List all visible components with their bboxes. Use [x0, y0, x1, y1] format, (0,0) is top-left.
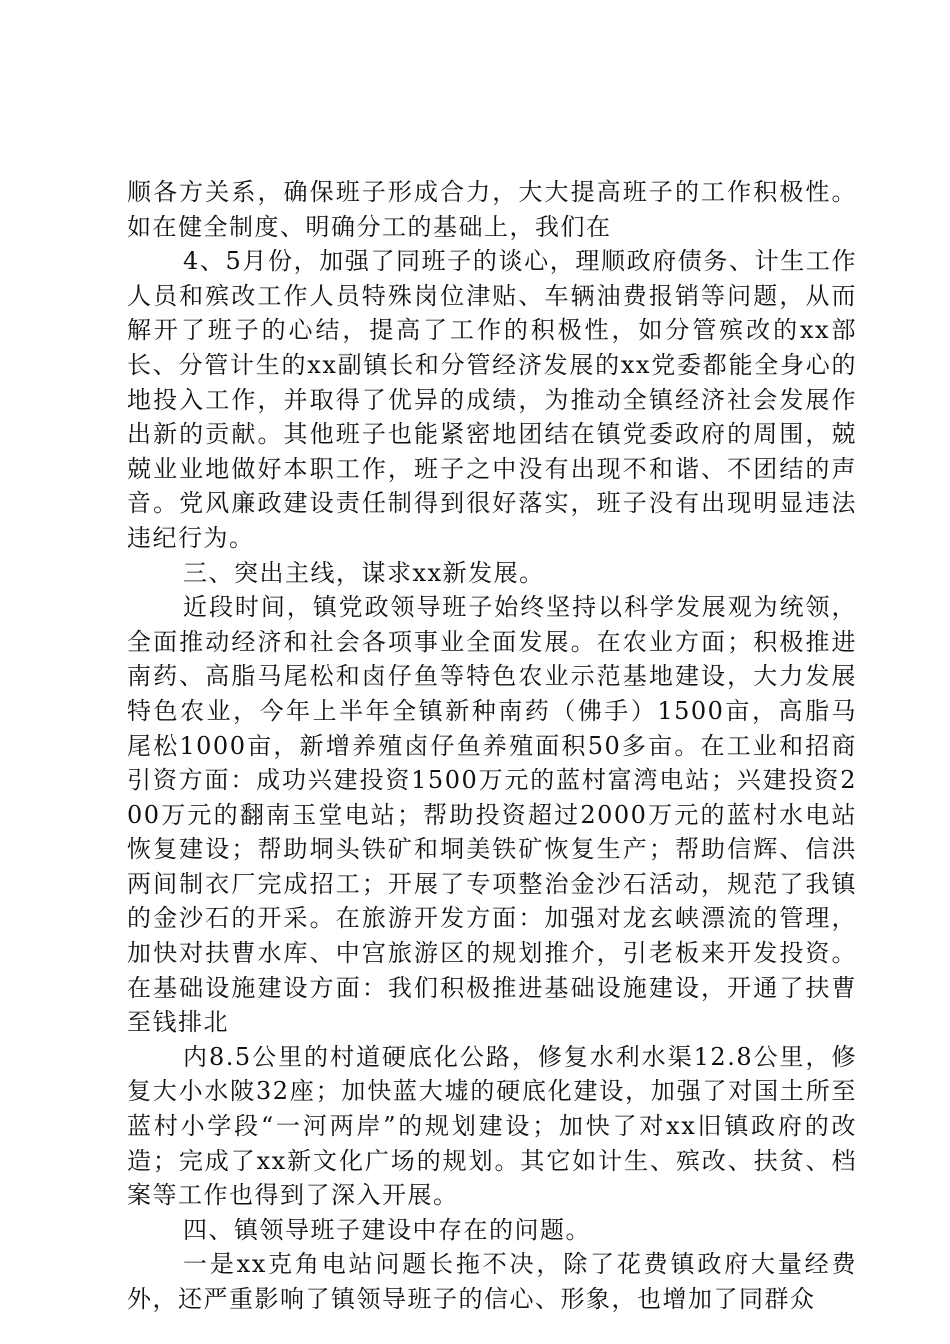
section-heading-4: 四、镇领导班子建设中存在的问题。: [183, 1215, 591, 1244]
paragraph-2: 4、5月份，加强了同班子的谈心，理顺政府债务、计生工作人员和殡改工作人员特殊岗位津贴、车辆油费报销等问题，从而解开了班子的心结，提高了工作的积极性，如分管殡改的xx部长、分管计生的xx副镇长和分管经济发展的xx党委都能全身心的地投入工作，并取得了优异的成绩，为推动全镇经济社会发展作出新的贡献。其他班子也能紧密地团结在镇党委政府的周围，兢兢业业地做好本职工作，班子之中没有出现不和谐、不团结的声音。党风廉政建设责任制得到很好落实，班子没有出现明显违法违纪行为。: [127, 247, 857, 552]
paragraph-4: 近段时间，镇党政领导班子始终坚持以科学发展观为统领，全面推动经济和社会各项事业全面发展。在农业方面；积极推进南药、高脂马尾松和卤仔鱼等特色农业示范基地建设，大力发展特色农业，今年上半年全镇新种南药（佛手）1500亩，高脂马尾松1000亩，新增养殖卤仔鱼养殖面积50多亩。在工业和招商引资方面：成功兴建投资1500万元的蓝村富湾电站；兴建投资200万元的翻南玉堂电站；帮助投资超过2000万元的蓝村水电站恢复建设；帮助垌头铁矿和垌美铁矿恢复生产；帮助信辉、信洪两间制衣厂完成招工；开展了专项整治金沙石活动，规范了我镇的金沙石的开采。在旅游开发方面：加强对龙玄峡漂流的管理，加快对扶曹水库、中宫旅游区的规划推介，引老板来开发投资。在基础设施建设方面：我们积极推进基础设施建设，开通了扶曹至钱排北: [127, 593, 857, 1037]
document-body: [127, 175, 857, 1317]
section-heading-3: 三、突出主线，谋求xx新发展。: [183, 558, 545, 587]
paragraph-5: 内8.5公里的村道硬底化公路，修复水利水渠12.8公里，修复大小水陂32座；加快蓝大墟的硬底化建设，加强了对国土所至蓝村小学段“一河两岸”的规划建设；加快了对xx旧镇政府的改造；完成了xx新文化广场的规划。其它如计生、殡改、扶贫、档案等工作也得到了深入开展。: [127, 1042, 857, 1210]
paragraph-1: 顺各方关系，确保班子形成合力，大大提高班子的工作积极性。如在健全制度、明确分工的基础上，我们在: [127, 178, 857, 241]
paragraph-7: 一是xx克角电站问题长拖不决，除了花费镇政府大量经费外，还严重影响了镇领导班子的信心、形象，也增加了同群众: [127, 1250, 857, 1313]
